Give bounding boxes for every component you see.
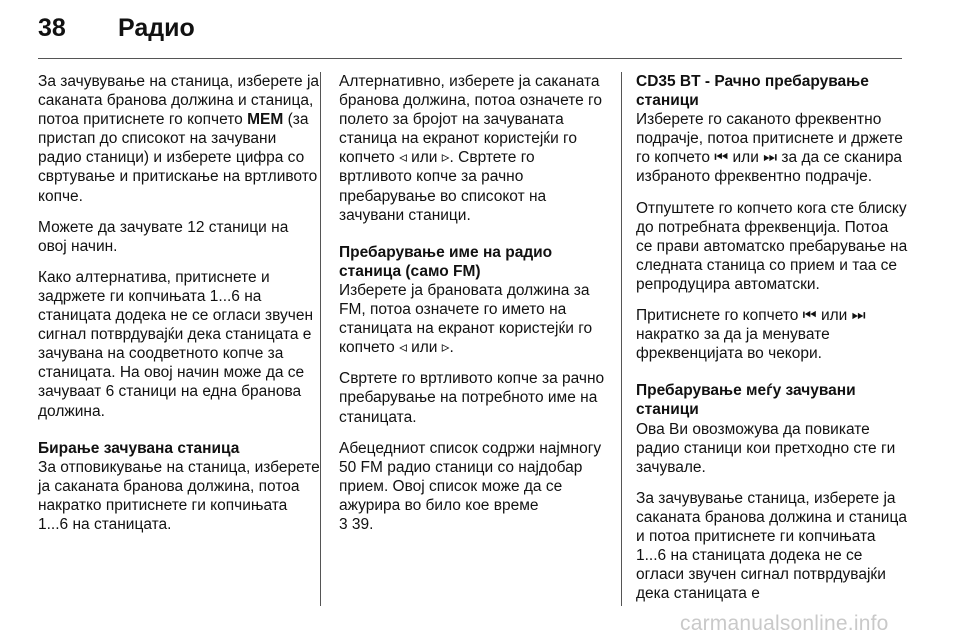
paragraph: Ова Ви овозможува да повикате радио станици кои претходно сте ги зачувале. [636, 420, 896, 476]
page-header [0, 0, 960, 60]
paragraph: Како алтернатива, притиснете и задржете ги копчињата 1...6 на станицата додека не се огласи звучен сигнал потврдувајќи дека станицата е зачувана на соодветното копче за станицата. На овој начин може да се зачуваат 6 станици на една бранова должина. [38, 268, 314, 420]
column-divider [320, 72, 321, 606]
text: (за пристап до списокот на зачувани радио станици) и изберете цифра со свртување и притискање на вртливото копче. [38, 111, 318, 205]
page-number: 38 [38, 14, 66, 42]
paragraph: Свртете го вртливото копче за рачно пребарување на потребното име на станицата. [339, 370, 605, 426]
subheading-manual-search: CD35 BT - Рачно пребарување станици [636, 73, 869, 110]
paragraph: Притиснете го копчето ⏮ или ⏭ накратко за да ја менувате фреквенцијата во чекори. [636, 307, 866, 363]
paragraph: Алтернативно, изберете ја саканата бранова должина, потоа означете го полето за бројот на зачуваната станица на екранот користејќи го копчето ◃ или ▹. Свртете го вртливото копче за рачно пребарување во списокот на зачувани станици. [339, 73, 602, 224]
text: Абецедниот список содржи најмногу 50 FM радио станици со најдобар прием. Овој список може да се ажурира во било кое време [339, 439, 602, 514]
column-divider [621, 72, 622, 606]
paragraph [339, 439, 609, 534]
section-title: Радио [118, 14, 195, 42]
watermark: carmanualsonline.info [680, 612, 889, 635]
page-reference: 3 39. [339, 515, 374, 533]
paragraph: Изберете ја брановата должина за FM, потоа означете го името на станицата на екранот користејќи го копчето ◃ или ▹. [339, 281, 593, 357]
paragraph: Отпуштете го копчето кога сте блиску до потребната фреквенција. Потоа се прави автоматско пребарување на следната станица со прием и таа се репродуцира автоматски. [636, 199, 908, 293]
mem-key-label: MEM [247, 111, 284, 129]
column-2 [339, 72, 609, 546]
column-3 [636, 72, 908, 615]
column-1 [38, 72, 320, 546]
paragraph: За отповикување на станица, изберете ја саканата бранова должина, потоа накратко притиснете ги копчињата 1...6 на станицата. [38, 458, 320, 533]
paragraph: Можете да зачувате 12 станици на овој начин. [38, 218, 289, 255]
text: За зачувување на станица, изберете ја саканата бранова должина и станица, потоа притиснете го копчето [38, 73, 320, 129]
subheading-recall-station: Бирање зачувана станица [38, 439, 240, 457]
paragraph [38, 72, 320, 206]
subheading-search-stored: Пребарување меѓу зачувани станици [636, 382, 856, 419]
paragraph: Изберете го саканото фреквентно подрачје, потоа притиснете и држете го копчето ⏮ или ⏭ за да се сканира избраното фреквентно подрачје. [636, 111, 903, 186]
paragraph: За зачувување станица, изберете ја саканата бранова должина и станица и потоа притиснете ги копчињата 1...6 на станицата додека не се огласи звучен сигнал потврдувајќи дека станицата е [636, 489, 907, 603]
subheading-search-station-name: Пребарување име на радио станица (само FM) [339, 243, 553, 280]
header-rule [38, 58, 902, 59]
